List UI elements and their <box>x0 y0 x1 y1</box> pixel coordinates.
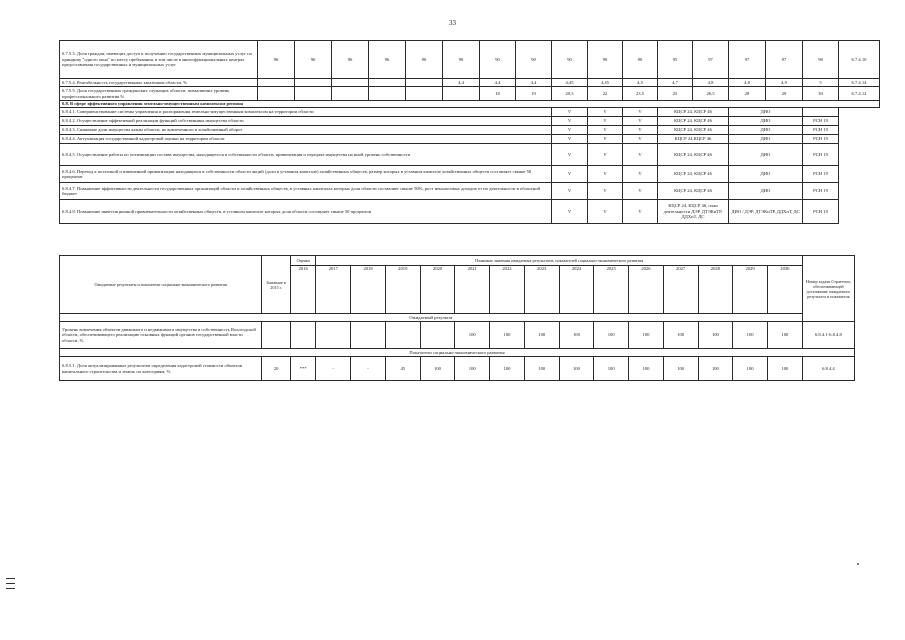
table-row <box>60 135 880 144</box>
year-cell: 2024 <box>559 266 594 314</box>
value-2015-cell <box>262 322 291 349</box>
table-row <box>60 126 880 135</box>
value-cell: 90 <box>443 41 480 79</box>
executor-cell: ДИО <box>729 144 803 166</box>
task-ref-cell: РСН 19 <box>803 135 839 144</box>
table-row <box>60 144 880 166</box>
task-label: 6.8.4.5. Осуществление работы по оптимизации состава имущества, находящегося в собственности области, приватизация и передача имущества на иной уровень собственности <box>60 144 552 166</box>
responsible-cell: КЦСР 24, КЦСР 46, план деятельности ДЭР, ДТЭКиТР, ДДХиТ, ДС <box>658 200 729 224</box>
header-score: Оценка <box>290 256 316 266</box>
value-cell: 4,45 <box>552 79 588 87</box>
value-cell <box>369 79 406 87</box>
year-cell: 2019 <box>385 266 420 314</box>
value-cell: 100 <box>733 322 768 349</box>
task-label: 6.8.4.1. Совершенствование системы управления и распоряжения земельно-имущественным комплексом на территории области <box>60 108 552 117</box>
year-cell: 2030 <box>767 266 802 314</box>
task-ref-cell: РСН 19 <box>803 144 839 166</box>
value-cell <box>369 87 406 101</box>
page-number: 33 <box>449 19 456 27</box>
value-cell: 100 <box>698 322 733 349</box>
responsible-cell: КЦСР 24, КЦСР 46 <box>658 126 729 135</box>
table-row <box>60 41 880 79</box>
executor-cell: ДИО <box>729 166 803 183</box>
period-mark-cell: V <box>588 144 623 166</box>
task-ref-cell: РСН 19 <box>803 200 839 224</box>
table-row <box>60 101 880 108</box>
table-row <box>60 200 880 224</box>
table-row <box>60 183 880 200</box>
task-ref-cell: РСН 19 <box>803 126 839 135</box>
year-cell: 2018 <box>351 266 386 314</box>
value-cell: 28 <box>729 87 766 101</box>
responsible-cell: КЦСР 24,КЦСР 46 <box>658 135 729 144</box>
indicator-label: 6.7.5.3. Доля граждан, имеющих доступ к получению государственных муниципальных услуг по принципу "одного окна" по месту пребывания, в том числе в многофункциональных центрах предоставления государственных и муниципальных услуг <box>60 41 258 79</box>
year-cell: 2025 <box>594 266 629 314</box>
value-cell: 4,9 <box>766 79 803 87</box>
value-cell: 90 <box>552 41 588 79</box>
task-label: 6.8.4.2. Осуществление эффективной реализации функций собственника имущества области <box>60 117 552 126</box>
value-cell: 4,8 <box>729 79 766 87</box>
value-cell: 22 <box>588 87 623 101</box>
value-cell: 4,4 <box>516 79 552 87</box>
value-cell <box>420 322 455 349</box>
value-cell: 96 <box>295 41 332 79</box>
margin-marks <box>6 578 15 593</box>
results-table <box>59 255 855 381</box>
header-indicator-label: Ожидаемые результаты и показатели социально-экономического развития <box>60 256 262 314</box>
value-cell <box>443 87 480 101</box>
responsible-cell: КЦСР 24, КЦСР 46 <box>658 166 729 183</box>
period-mark-cell: V <box>623 126 658 135</box>
value-cell: 100 <box>559 357 594 381</box>
indicator-label: Уровень вовлечения объектов движимого и недвижимого имущества в собственность Вологодской области, обеспечивающего реализацию основных функций органов государственной власти области, % <box>60 322 262 349</box>
section-heading: 6.8. В сфере эффективного управления земельно-имущественным комплексом региона <box>60 101 880 108</box>
value-cell <box>295 79 332 87</box>
value-cell: 96 <box>258 41 295 79</box>
value-cell: 4,4 <box>443 79 480 87</box>
value-cell: 100 <box>420 357 455 381</box>
indicator-label: 6.7.5.4. Рентабельность государственных заказчиков области, % <box>60 79 258 87</box>
value-cell <box>351 322 386 349</box>
year-cell: 2022 <box>490 266 525 314</box>
value-cell: 23,5 <box>623 87 658 101</box>
period-mark-cell: V <box>552 166 588 183</box>
value-cell <box>258 87 295 101</box>
value-cell: 4,4 <box>480 79 516 87</box>
value-cell: 4,8 <box>693 79 729 87</box>
value-cell <box>385 322 420 349</box>
value-cell <box>258 79 295 87</box>
period-mark-cell: V <box>623 117 658 126</box>
period-mark-cell: V <box>552 200 588 224</box>
task-ref-cell <box>803 108 839 117</box>
executor-cell: ДИО <box>729 183 803 200</box>
table-row <box>60 108 880 117</box>
period-mark-cell: V <box>623 200 658 224</box>
task-ref-cell: РСН 19 <box>803 183 839 200</box>
value-cell: 100 <box>490 357 525 381</box>
year-cell: 2027 <box>663 266 698 314</box>
value-cell: 100 <box>524 322 559 349</box>
period-mark-cell: V <box>588 126 623 135</box>
period-mark-cell: V <box>623 135 658 144</box>
value-cell: - <box>316 357 351 381</box>
value-cell: 95 <box>658 41 693 79</box>
value-cell <box>332 87 369 101</box>
period-mark-cell: V <box>552 117 588 126</box>
value-cell <box>295 87 332 101</box>
value-cell: 97 <box>729 41 766 79</box>
value-cell: 100 <box>733 357 768 381</box>
value-cell <box>290 322 316 349</box>
executor-cell: ДИО <box>729 126 803 135</box>
header-value-2015: Значение в 2015 г. <box>262 256 291 314</box>
executor-cell: ДИО / ДЭР, ДТЭКиТР, ДДХиТ, ДС <box>729 200 803 224</box>
value-cell: 45 <box>385 357 420 381</box>
value-cell: 100 <box>455 357 490 381</box>
task-ref-cell: 6.8.4.4 <box>802 357 854 381</box>
value-cell: 100 <box>767 357 802 381</box>
value-cell: 90 <box>588 41 623 79</box>
year-cell: 2017 <box>316 266 351 314</box>
period-mark-cell: V <box>588 166 623 183</box>
responsible-cell: КЦСР 24, КЦСР 46 <box>658 108 729 117</box>
task-label: 6.8.4.3. Снижение доли имущества казны области, не вовлеченного в хозяйственный оборот <box>60 126 552 135</box>
section-expected-result: Ожидаемый результат <box>60 314 803 322</box>
responsible-cell: КЦСР 24, КЦСР 46 <box>658 183 729 200</box>
value-cell: 5 <box>803 79 839 87</box>
value-cell: 100 <box>594 322 629 349</box>
value-cell: 100 <box>559 322 594 349</box>
value-cell <box>316 322 351 349</box>
year-cell: 2023 <box>524 266 559 314</box>
task-label: 6.8.4.7. Повышение эффективности деятельности государственных организаций области и хозяйственных обществ, в уставных капиталах которых доля области составляет свыше 50%, рост неналоговых доходов от их деятельности в областной бюджет <box>60 183 552 200</box>
year-cell: 2021 <box>455 266 490 314</box>
period-mark-cell: V <box>588 117 623 126</box>
value-cell: 100 <box>767 322 802 349</box>
value-cell: 96 <box>369 41 406 79</box>
section-indicators: Показатели социально-экономического развития <box>60 349 855 357</box>
table-row <box>60 357 855 381</box>
scan-speck <box>857 563 859 565</box>
table-row <box>60 79 880 87</box>
period-mark-cell: V <box>588 135 623 144</box>
task-ref-cell: 6.7.4.14 <box>839 79 880 87</box>
value-cell: 100 <box>698 357 733 381</box>
value-cell: 4,5 <box>623 79 658 87</box>
value-cell: 97 <box>693 41 729 79</box>
task-ref-cell: 6.7.4.10 <box>839 41 880 79</box>
value-cell: 18 <box>480 87 516 101</box>
year-cell: 2029 <box>733 266 768 314</box>
period-mark-cell: V <box>588 183 623 200</box>
value-cell: 4,7 <box>658 79 693 87</box>
value-cell: 96 <box>406 41 443 79</box>
responsible-cell: КЦСР 24, КЦСР 46 <box>658 117 729 126</box>
executor-cell: ДИО <box>729 135 803 144</box>
value-cell: 100 <box>663 322 698 349</box>
value-cell: 100 <box>524 357 559 381</box>
value-cell: 29 <box>766 87 803 101</box>
task-ref-cell: 6.8.4.1-6.8.4.8 <box>802 322 854 349</box>
year-cell: 2026 <box>629 266 664 314</box>
value-cell: 19 <box>516 87 552 101</box>
strategy-table-top <box>59 40 880 224</box>
table-row <box>60 322 855 349</box>
value-cell: 100 <box>629 322 664 349</box>
task-label: 6.8.4.8. Повышение инвестиционной привлекательности хозяйственных обществ, в уставном капитале которых доля области составляет свыше 50 процентов <box>60 200 552 224</box>
table-row <box>60 117 880 126</box>
period-mark-cell: V <box>623 108 658 117</box>
task-label: 6.8.4.4. Актуализация государственной кадастровой оценки на территории области <box>60 135 552 144</box>
header-task-ref: Номер задачи Стратегии, обеспечивающей достижение ожидаемого результата и показателя <box>802 256 854 322</box>
period-mark-cell: V <box>588 108 623 117</box>
period-mark-cell: V <box>623 144 658 166</box>
value-cell: 90 <box>623 41 658 79</box>
period-mark-cell: V <box>552 183 588 200</box>
task-ref-cell: РСН 19 <box>803 166 839 183</box>
table-row <box>60 166 880 183</box>
indicator-label: 6.7.5.5. Доля государственных гражданских служащих области, повысивших уровень профессионального развития % <box>60 87 258 101</box>
value-cell: 100 <box>490 322 525 349</box>
task-ref-cell: РСН 19 <box>803 117 839 126</box>
value-cell: - <box>351 357 386 381</box>
year-cell: 2028 <box>698 266 733 314</box>
value-cell: 96 <box>332 41 369 79</box>
value-cell: 20,5 <box>552 87 588 101</box>
value-cell: 100 <box>663 357 698 381</box>
value-cell <box>406 87 443 101</box>
value-cell: 4,45 <box>588 79 623 87</box>
responsible-cell: КЦСР 24, КЦСР 46 <box>658 144 729 166</box>
indicator-label: 6.8.5.1. Доля актуализированных результатов определения кадастровой стоимости объектов капитального строительства и земель по категориям, % <box>60 357 262 381</box>
header-plan: Плановые значения ожидаемых результатов, показателей социально-экономического развития <box>316 256 802 266</box>
value-cell: 30 <box>803 87 839 101</box>
year-cell: 2020 <box>420 266 455 314</box>
value-cell: 26,5 <box>693 87 729 101</box>
period-mark-cell: V <box>552 135 588 144</box>
value-cell: 25 <box>658 87 693 101</box>
period-mark-cell: V <box>588 200 623 224</box>
value-cell: 90 <box>480 41 516 79</box>
value-cell: *** <box>290 357 316 381</box>
task-ref-cell: 6.7.4.12 <box>839 87 880 101</box>
value-cell: 98 <box>803 41 839 79</box>
period-mark-cell: V <box>552 126 588 135</box>
table-row <box>60 87 880 101</box>
period-mark-cell: V <box>552 144 588 166</box>
value-cell <box>332 79 369 87</box>
task-label: 6.8.4.6. Переход к поэтапной и взвешенной приватизации находящихся в собственности области акций (доли в уставном капитале) хозяйственных обществ, размер которых в уставном капитале хозяйственных обществ составляет свыше 50 процентов <box>60 166 552 183</box>
value-cell: 100 <box>629 357 664 381</box>
executor-cell: ДИО <box>729 117 803 126</box>
value-cell: 97 <box>766 41 803 79</box>
value-cell: 90 <box>516 41 552 79</box>
value-2015-cell: 20 <box>262 357 291 381</box>
period-mark-cell: V <box>623 183 658 200</box>
value-cell: 100 <box>455 322 490 349</box>
value-cell <box>406 79 443 87</box>
period-mark-cell: V <box>552 108 588 117</box>
value-cell: 100 <box>594 357 629 381</box>
year-cell: 2016 <box>290 266 316 314</box>
period-mark-cell: V <box>623 166 658 183</box>
executor-cell: ДИО <box>729 108 803 117</box>
